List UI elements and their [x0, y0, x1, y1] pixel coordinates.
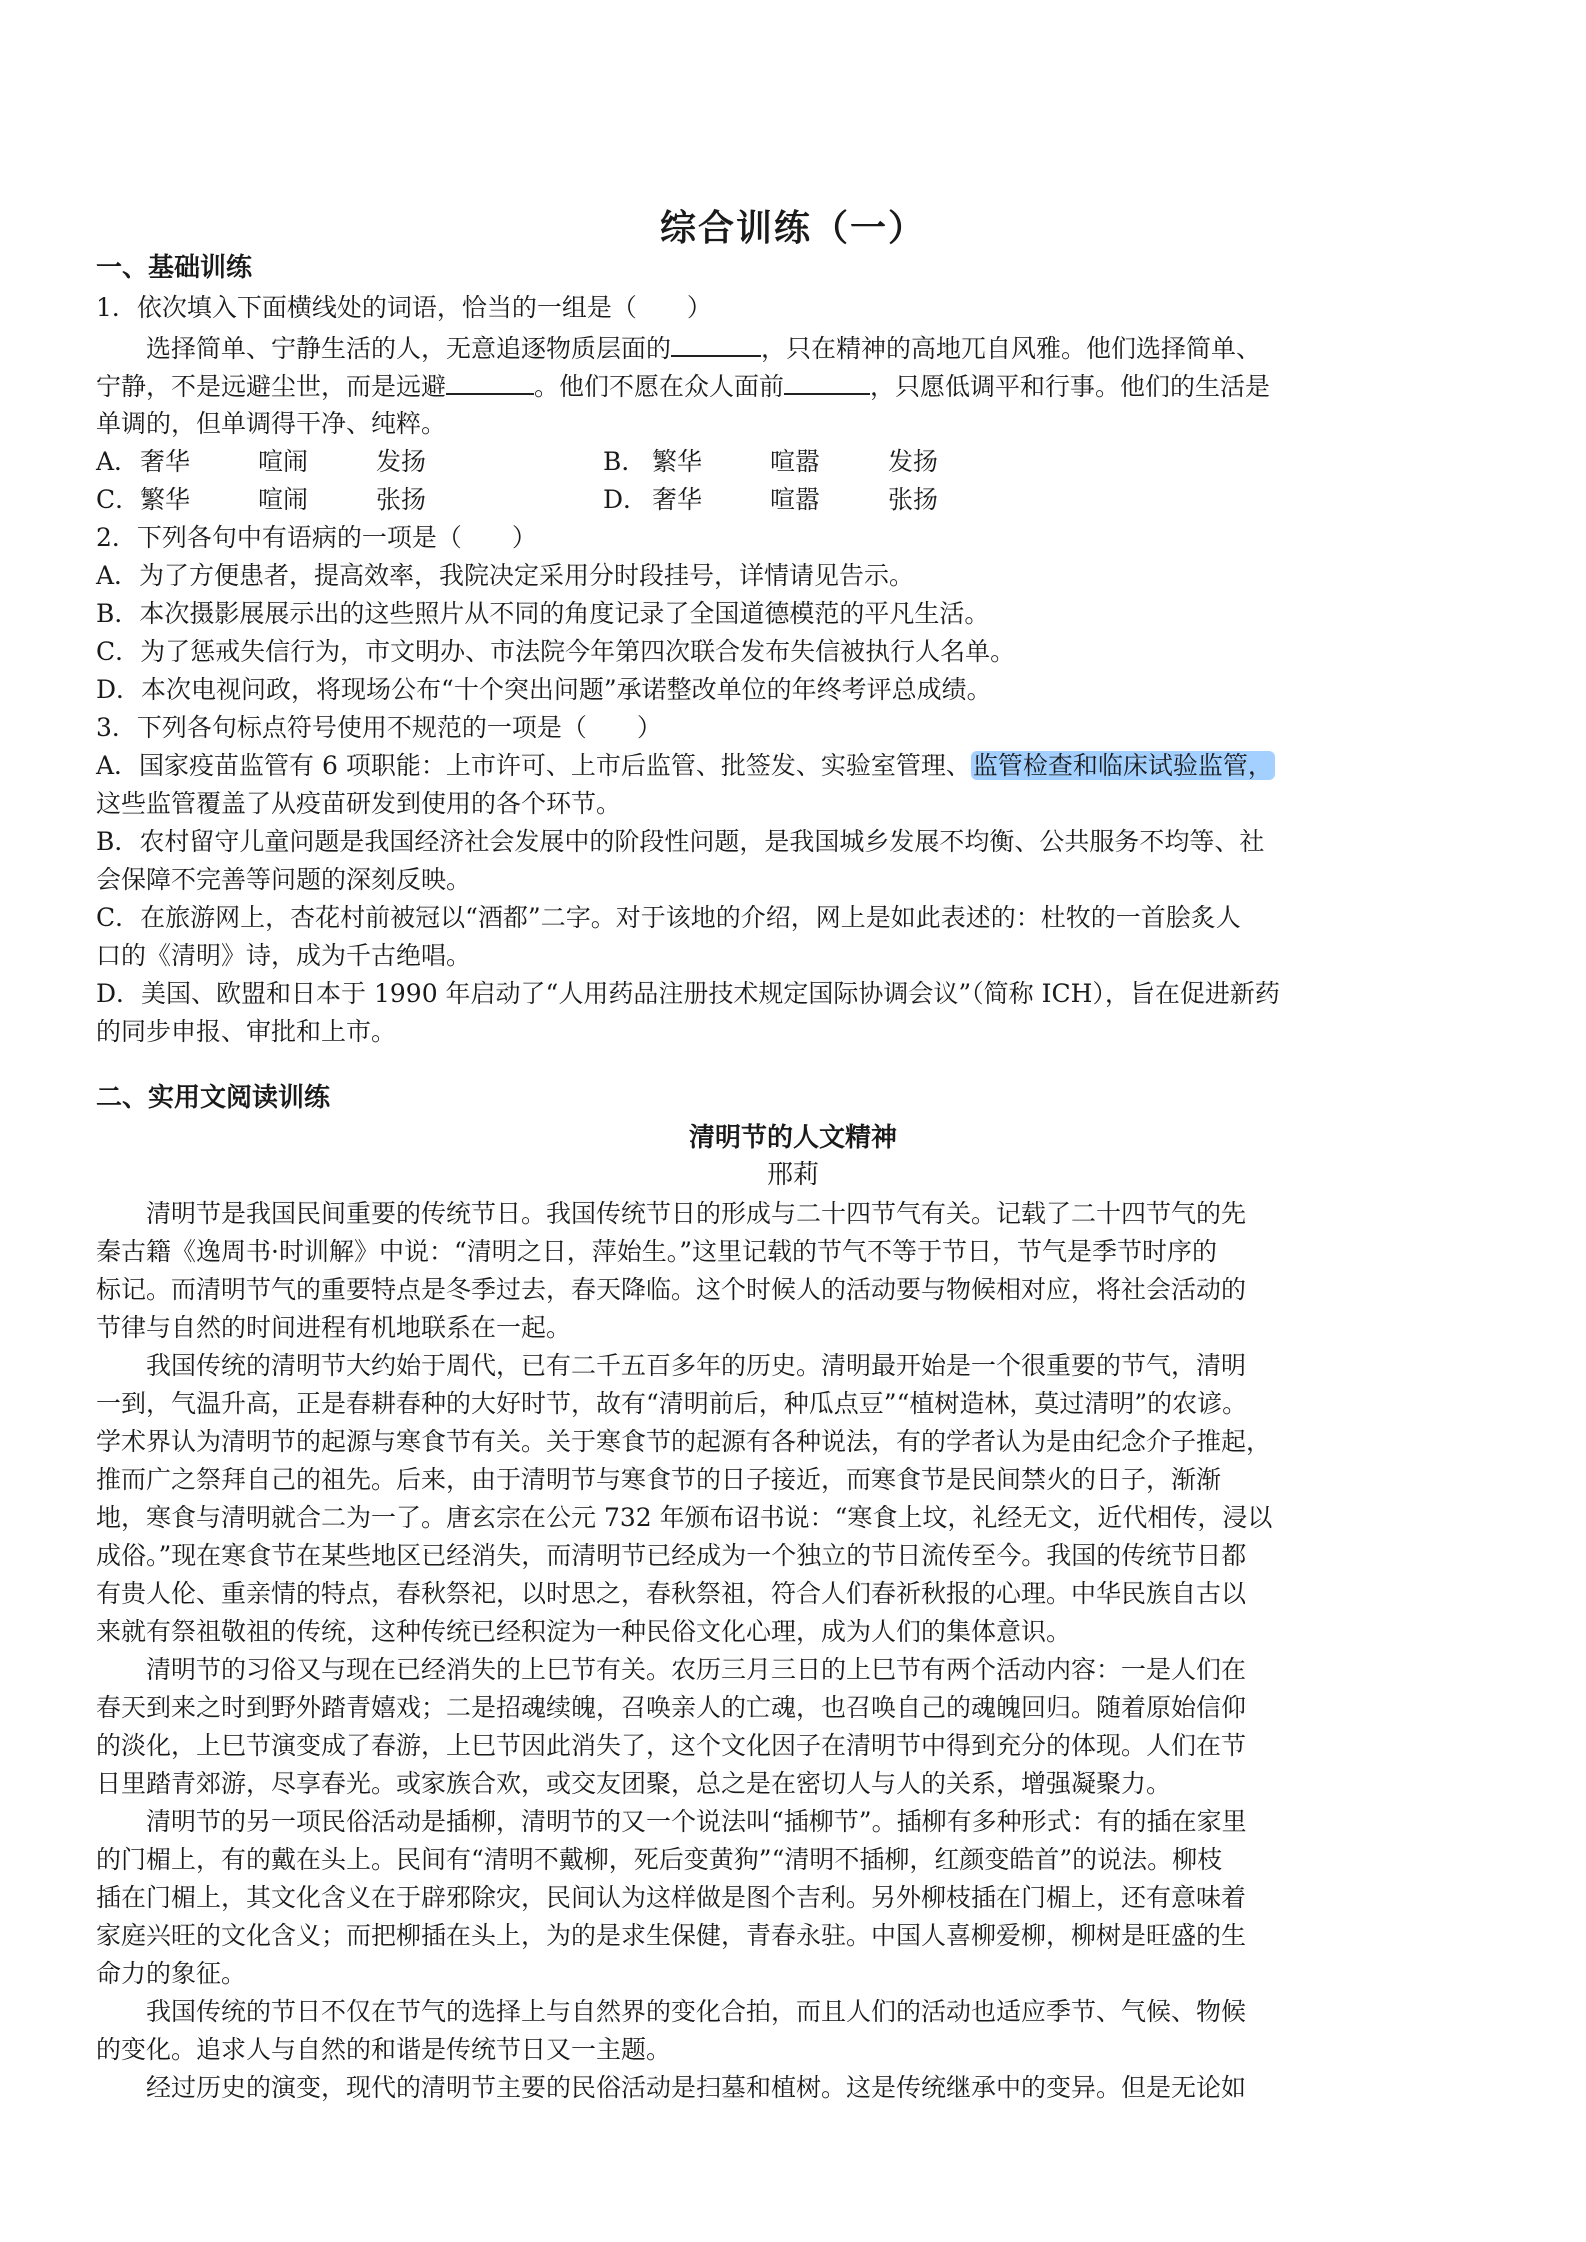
- question-2-option-c: C．为了惩戒失信行为，市文明办、市法院今年第四次联合发布失信被执行人名单。: [96, 637, 1016, 666]
- option-word: 繁华: [652, 447, 703, 476]
- option-text: A．国家疫苗监管有 6 项职能：上市许可、上市后监管、批签发、实验室管理、: [96, 751, 971, 780]
- option-word: 张扬: [888, 485, 939, 514]
- article-line: 春天到来之时到野外踏青嬉戏；二是招魂续魄，召唤亲人的亡魂，也召唤自己的魂魄回归。随着原始信仰: [96, 1693, 1247, 1722]
- option-letter: B．: [603, 447, 647, 476]
- article-line: 地，寒食与清明就合二为一了。唐玄宗在公元 732 年颁布诏书说：“寒食上坟，礼经无文，近代相传，浸以: [96, 1503, 1273, 1532]
- article-line: 一到，气温升高，正是春耕春种的大好时节，故有“清明前后，种瓜点豆”“植树造林，莫过清明”的农谚。: [96, 1389, 1248, 1418]
- question-3-option-a-cont: 这些监管覆盖了从疫苗研发到使用的各个环节。: [96, 789, 622, 818]
- question-3-option-b: B．农村留守儿童问题是我国经济社会发展中的阶段性问题，是我国城乡发展不均衡、公共服务不均等、社: [96, 827, 1265, 856]
- question-3-option-b-cont: 会保障不完善等问题的深刻反映。: [96, 865, 472, 894]
- question-3-option-d-cont: 的同步申报、审批和上市。: [96, 1017, 397, 1046]
- article-line: 的门楣上，有的戴在头上。民间有“清明不戴柳，死后变黄狗”“清明不插柳，红颜变皓首”的说法。柳枝: [96, 1845, 1223, 1874]
- section-heading-basic: 一、基础训练: [96, 253, 253, 283]
- article-line: 清明节是我国民间重要的传统节日。我国传统节日的形成与二十四节气有关。记载了二十四节气的先: [96, 1199, 1247, 1228]
- article-line: 清明节的习俗又与现在已经消失的上巳节有关。农历三月三日的上巳节有两个活动内容：一是人们在: [96, 1655, 1247, 1684]
- option-letter: D．: [603, 485, 649, 514]
- article-line: 的变化。追求人与自然的和谐是传统节日又一主题。: [96, 2035, 672, 2064]
- article-author: 邢莉: [766, 1160, 819, 1190]
- question-1-passage-line: 单调的，但单调得干净、纯粹。: [96, 409, 447, 438]
- option-word: 喧闹: [258, 447, 309, 476]
- passage-text: 宁静，不是远避尘世，而是远避: [96, 372, 447, 401]
- option-letter: C．: [96, 485, 141, 514]
- option-word: 喧嚣: [770, 447, 821, 476]
- question-2-option-a: A．为了方便患者，提高效率，我院决定采用分时段挂号，详情请见告示。: [96, 561, 915, 590]
- question-2-option-d: D．本次电视问政，将现场公布“十个突出问题”承诺整改单位的年终考评总成绩。: [96, 675, 992, 704]
- article-line: 日里踏青郊游，尽享春光。或家族合欢，或交友团聚，总之是在密切人与人的关系，增强凝聚力。: [96, 1769, 1172, 1798]
- article-line: 的淡化，上巳节演变成了春游，上巳节因此消失了，这个文化因子在清明节中得到充分的体现。人们在节: [96, 1731, 1247, 1760]
- article-line: 标记。而清明节气的重要特点是冬季过去，春天降临。这个时候人的活动要与物候相对应，将社会活动的: [96, 1275, 1247, 1304]
- article-line: 我国传统的节日不仅在节气的选择上与自然界的变化合拍，而且人们的活动也适应季节、气候、物候: [96, 1997, 1247, 2026]
- article-line: 成俗。”现在寒食节在某些地区已经消失，而清明节已经成为一个独立的节日流传至今。我国的传统节日都: [96, 1541, 1247, 1570]
- article-line: 我国传统的清明节大约始于周代，已有二千五百多年的历史。清明最开始是一个很重要的节气，清明: [96, 1351, 1247, 1380]
- option-word: 奢华: [140, 447, 191, 476]
- highlighted-text: 监管检查和临床试验监管，: [972, 751, 1273, 780]
- question-3-option-c: C．在旅游网上，杏花村前被冠以“酒都”二字。对于该地的介绍，网上是如此表述的：杜牧的一首脍炙人: [96, 903, 1241, 932]
- article-line: 命力的象征。: [96, 1959, 247, 1988]
- fill-blank: [671, 333, 761, 357]
- option-word: 繁华: [140, 485, 191, 514]
- question-2-stem: 2．下列各句中有语病的一项是（ ）: [96, 523, 537, 552]
- passage-text: ，只在精神的高地兀自风雅。他们选择简单、: [761, 334, 1262, 363]
- article-line: 插在门楣上，其文化含义在于辟邪除灾，民间认为这样做是图个吉利。另外柳枝插在门楣上，还有意味着: [96, 1883, 1247, 1912]
- article-line: 有贵人伦、重亲情的特点，春秋祭祀，以时思之，春秋祭祖，符合人们春祈秋报的心理。中华民族自古以: [96, 1579, 1247, 1608]
- question-1-stem: 1．依次填入下面横线处的词语，恰当的一组是（ ）: [96, 293, 712, 322]
- option-word: 奢华: [652, 485, 703, 514]
- passage-text: 选择简单、宁静生活的人，无意追逐物质层面的: [146, 334, 672, 363]
- option-word: 喧嚣: [770, 485, 821, 514]
- question-1-passage-line: [96, 371, 1270, 402]
- page-title: 综合训练（一）: [659, 208, 926, 249]
- fill-blank: [784, 371, 870, 395]
- question-3-option-c-cont: 口的《清明》诗，成为千古绝唱。: [96, 941, 472, 970]
- article-line: 推而广之祭拜自己的祖先。后来，由于清明节与寒食节的日子接近，而寒食节是民间禁火的日子，渐渐: [96, 1465, 1222, 1494]
- passage-text: ，只愿低调平和行事。他们的生活是: [870, 372, 1271, 401]
- question-1-passage-line: [96, 333, 1261, 364]
- article-line: 经过历史的演变，现代的清明节主要的民俗活动是扫墓和植树。这是传统继承中的变异。但是无论如: [96, 2073, 1247, 2102]
- article-line: 家庭兴旺的文化含义；而把柳插在头上，为的是求生保健，青春永驻。中国人喜柳爱柳，柳树是旺盛的生: [96, 1921, 1247, 1950]
- question-3-stem: 3．下列各句标点符号使用不规范的一项是（ ）: [96, 713, 662, 742]
- option-word: 张扬: [376, 485, 427, 514]
- question-3-option-a: [96, 751, 1275, 781]
- section-heading-reading: 二、实用文阅读训练: [96, 1083, 331, 1113]
- article-line: 来就有祭祖敬祖的传统，这种传统已经积淀为一种民俗文化心理，成为人们的集体意识。: [96, 1617, 1072, 1646]
- option-word: 发扬: [376, 447, 427, 476]
- article-line: 学术界认为清明节的起源与寒食节有关。关于寒食节的起源有各种说法，有的学者认为是由纪念介子推起，: [96, 1427, 1272, 1456]
- option-word: 喧闹: [258, 485, 309, 514]
- article-line: 秦古籍《逸周书·时训解》中说：“清明之日，萍始生。”这里记载的节气不等于节日，节气是季节时序的: [96, 1237, 1218, 1266]
- article-line: 清明节的另一项民俗活动是插柳，清明节的又一个说法叫“插柳节”。插柳有多种形式：有的插在家里: [96, 1807, 1247, 1836]
- passage-text: 。他们不愿在众人面前: [534, 372, 785, 401]
- question-3-option-d: D．美国、欧盟和日本于 1990 年启动了“人用药品注册技术规定国际协调会议”（简称 ICH），旨在促进新药: [96, 979, 1280, 1008]
- article-title: 清明节的人文精神: [688, 1123, 897, 1153]
- fill-blank: [446, 371, 534, 395]
- article-line: 节律与自然的时间进程有机地联系在一起。: [96, 1313, 572, 1342]
- option-word: 发扬: [888, 447, 939, 476]
- question-2-option-b: B．本次摄影展展示出的这些照片从不同的角度记录了全国道德模范的平凡生活。: [96, 599, 990, 628]
- option-letter: A．: [96, 447, 140, 476]
